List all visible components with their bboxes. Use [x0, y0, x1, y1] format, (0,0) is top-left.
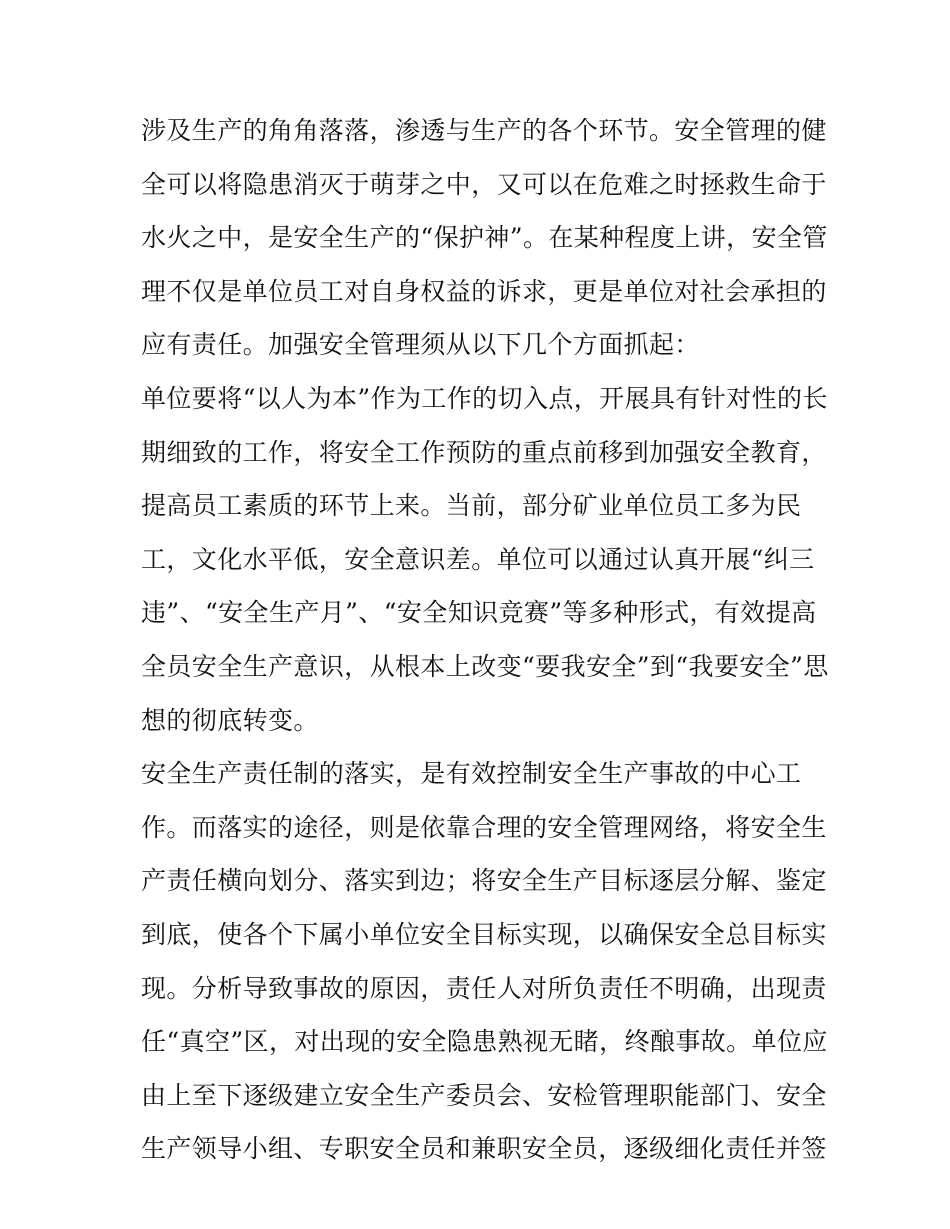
text-line: 全可以将隐患消灭于萌芽之中，又可以在危难之时拯救生命于 — [141, 169, 827, 199]
text-line: 作。而落实的途径，则是依靠合理的安全管理网络，将安全生 — [141, 812, 827, 842]
text-line: 期细致的工作，将安全工作预防的重点前移到加强安全教育， — [141, 437, 827, 467]
text-line: 任“真空”区，对出现的安全隐患熟视无睹，终酿事故。单位应 — [141, 1027, 828, 1057]
text-line: 现。分析导致事故的原因，责任人对所负责任不明确，出现责 — [141, 973, 827, 1003]
body-text — [141, 104, 829, 1176]
text-line: 生产领导小组、专职安全员和兼职安全员，逐级细化责任并签 — [141, 1134, 827, 1164]
text-line: 到底，使各个下属小单位安全目标实现，以确保安全总目标实 — [141, 919, 827, 949]
text-line: 涉及生产的角角落落，渗透与生产的各个环节。安全管理的健 — [141, 116, 827, 145]
text-line: 全员安全生产意识，从根本上改变“要我安全”到“我要安全”思 — [141, 651, 829, 681]
text-line: 单位要将“以人为本”作为工作的切入点，开展具有针对性的长 — [141, 383, 828, 413]
text-line: 应有责任。加强安全管理须从以下几个方面抓起： — [141, 330, 700, 360]
text-line: 由上至下逐级建立安全生产委员会、安检管理职能部门、安全 — [141, 1080, 827, 1110]
text-line: 工，文化水平低，安全意识差。单位可以通过认真开展“纠三 — [141, 544, 815, 574]
text-line: 水火之中，是安全生产的“保护神”。在某种程度上讲，安全管 — [141, 223, 828, 253]
text-line: 想的彻底转变。 — [141, 705, 319, 735]
text-line: 安全生产责任制的落实，是有效控制安全生产事故的中心工 — [141, 759, 802, 789]
text-line: 违”、“安全生产月”、“安全知识竞赛”等多种形式，有效提高 — [141, 598, 817, 628]
text-line: 产责任横向划分、落实到边；将安全生产目标逐层分解、鉴定 — [141, 866, 827, 896]
text-line: 提高员工素质的环节上来。当前，部分矿业单位员工多为民 — [141, 491, 802, 521]
text-line: 理不仅是单位员工对自身权益的诉求，更是单位对社会承担的 — [141, 276, 827, 306]
